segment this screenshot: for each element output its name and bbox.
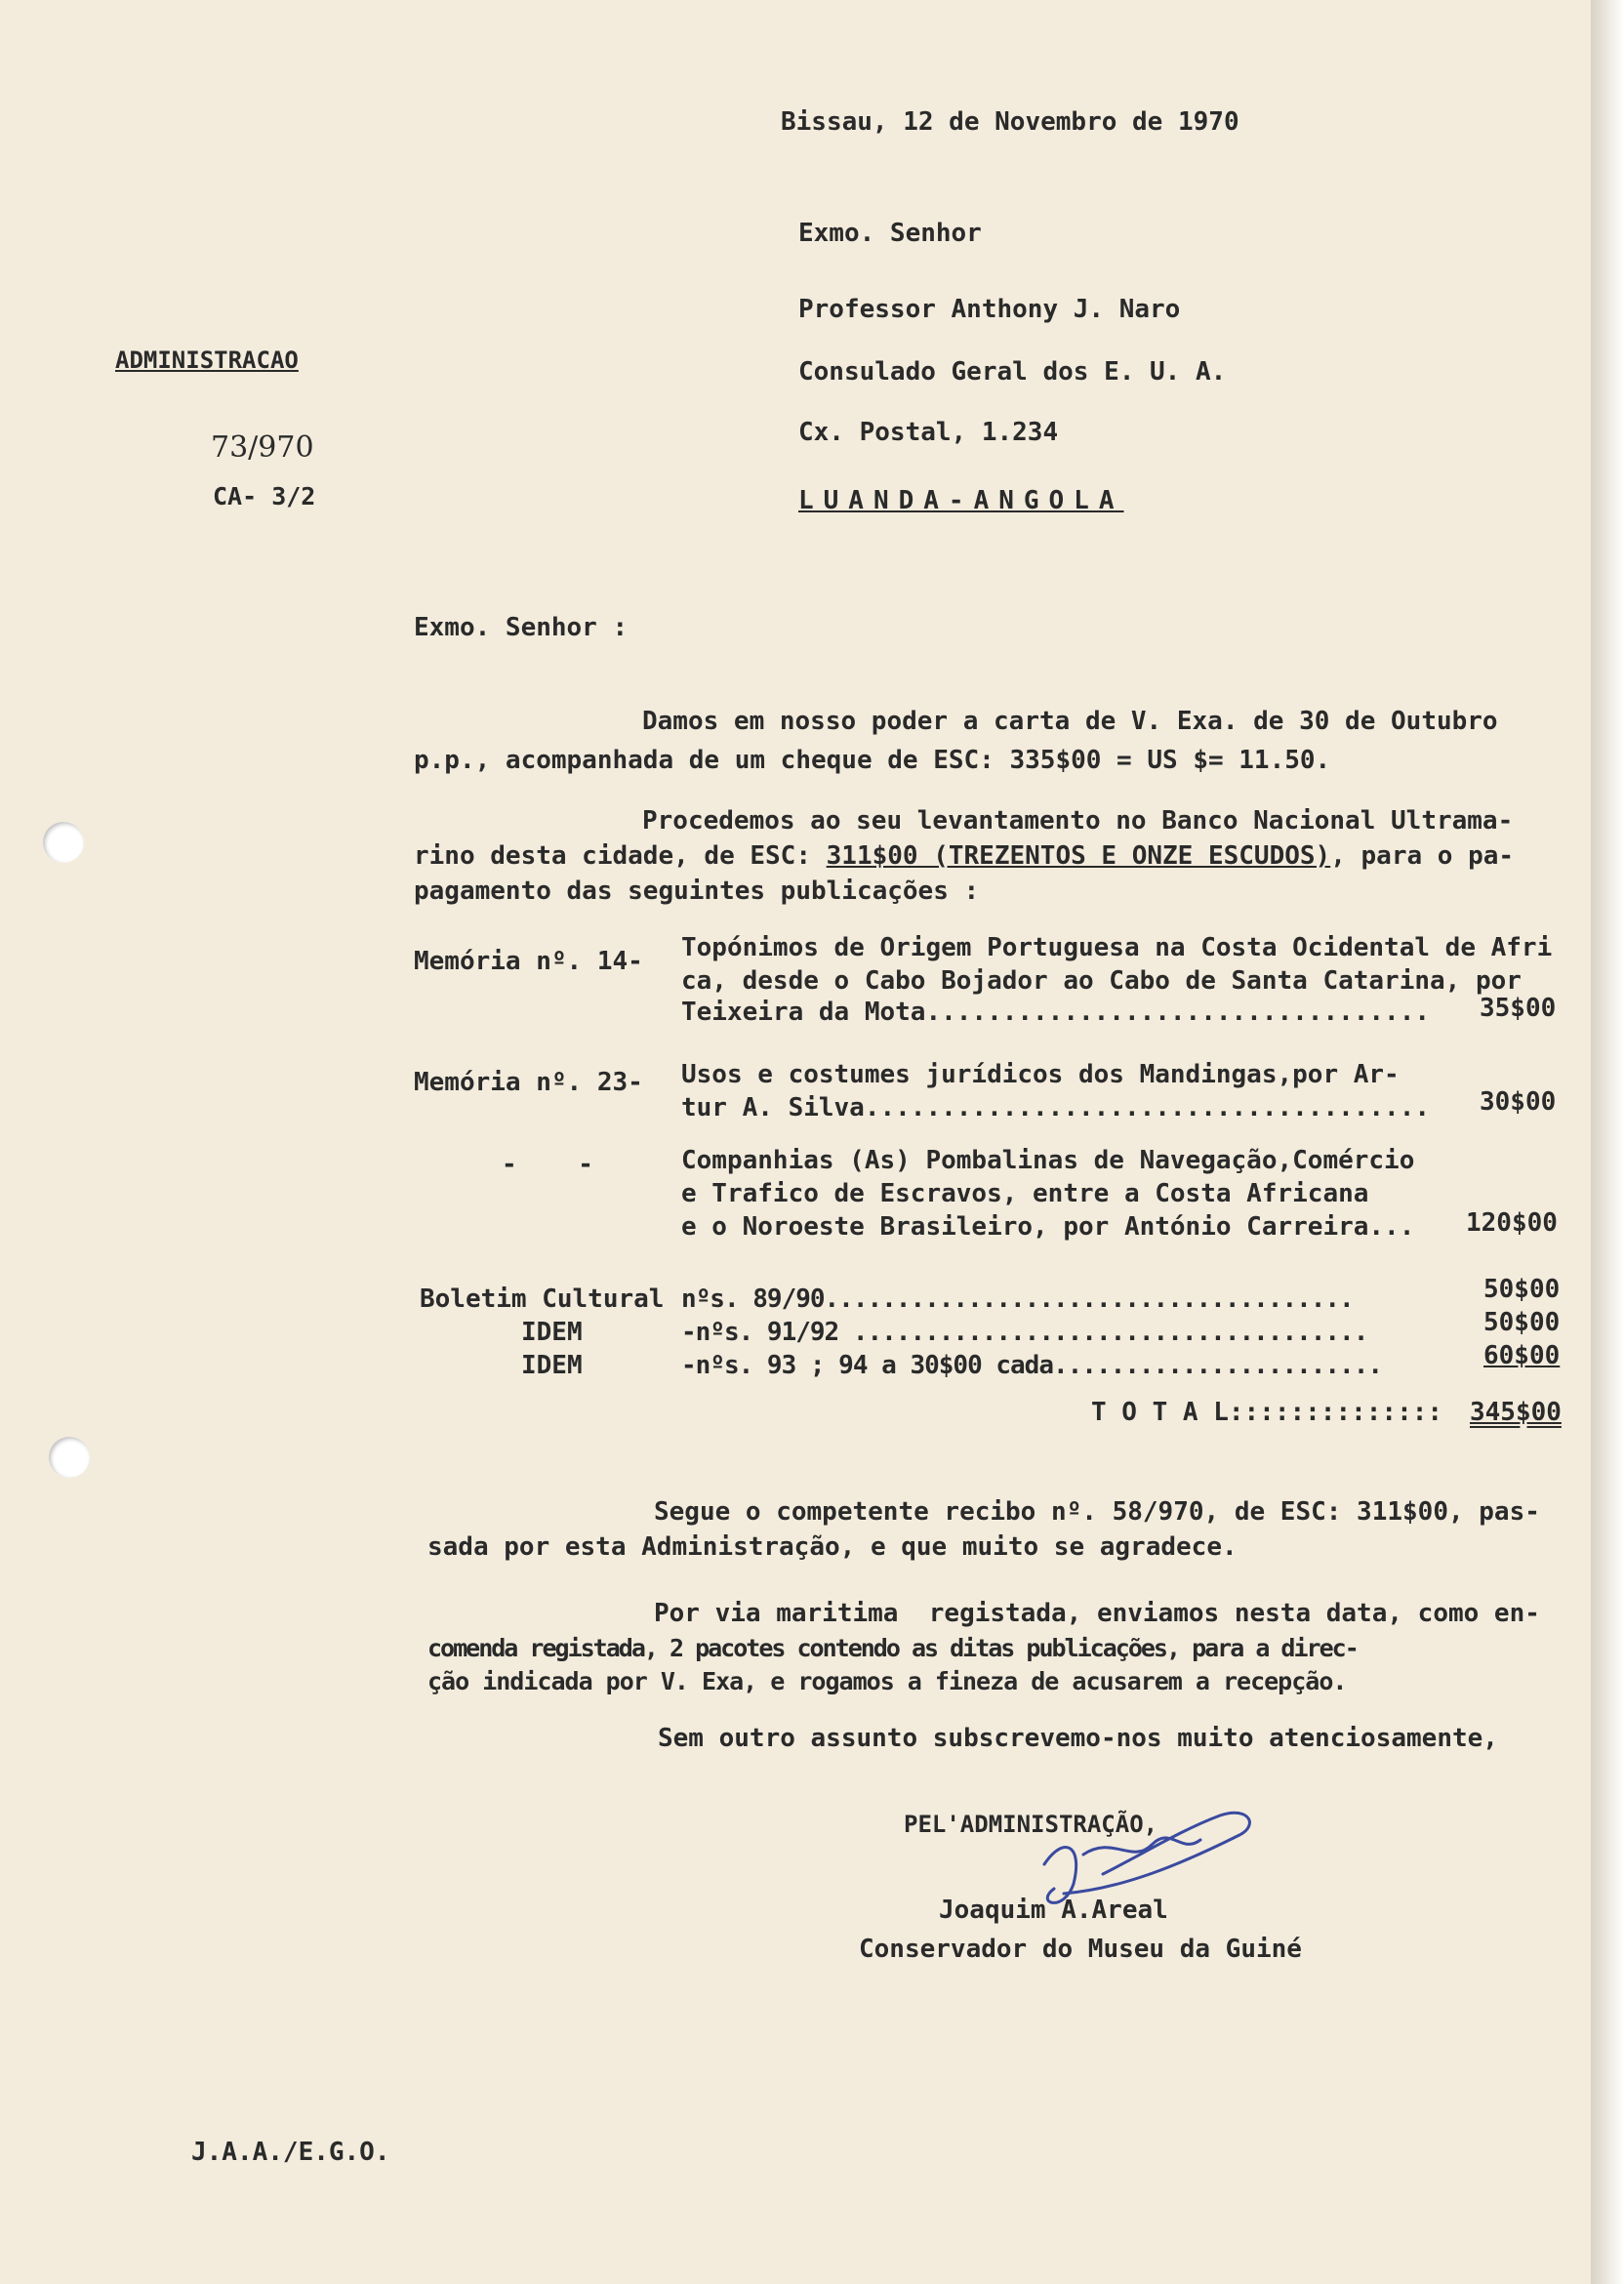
recipient-name: Professor Anthony J. Naro [798, 295, 1181, 324]
item-line: ca, desde o Cabo Bojador ao Cabo de Santa Catarina, por [681, 966, 1522, 996]
closing-3-line-1: Sem outro assunto subscrevemo-nos muito atenciosamente, [658, 1724, 1498, 1753]
signatory-title: Conservador do Museu da Guiné [859, 1935, 1302, 1964]
paragraph-1-line-1: Damos em nosso poder a carta de V. Exa. de 30 de Outubro [642, 707, 1498, 736]
item-label: Memória nº. 14- [414, 947, 643, 976]
closing-2-line-2: comenda registada, 2 pacotes contendo as ditas publicações, para a direc- [427, 1634, 1358, 1662]
item-amount: 35$00 [1480, 994, 1557, 1023]
paragraph-2-text: rino desta cidade, de ESC: [414, 841, 827, 871]
reference-code: CA- 3/2 [213, 482, 316, 510]
closing-2-line-1: Por via maritima registada, enviamos nesta data, como en- [654, 1599, 1540, 1628]
item-line: Teixeira da Mota................................. [681, 998, 1431, 1027]
signature-on-behalf: PEL'ADMINISTRAÇÃO, [904, 1811, 1158, 1838]
page-edge [1591, 0, 1624, 2284]
letter-date: Bissau, 12 de Novembro de 1970 [781, 107, 1239, 137]
item-amount: 30$00 [1480, 1087, 1557, 1117]
bulletin-amount: 50$00 [1483, 1275, 1561, 1304]
item-line: e Trafico de Escravos, entre a Costa Africana [681, 1179, 1369, 1208]
recipient-box: Cx. Postal, 1.234 [798, 418, 1059, 447]
bulletin-amount: 60$00 [1483, 1341, 1561, 1370]
punch-hole-bottom [49, 1437, 90, 1478]
address-salutation: Exmo. Senhor [798, 219, 982, 248]
total-amount: 345$00 [1470, 1398, 1562, 1427]
closing-1-line-2: sada por esta Administração, e que muito se agradece. [427, 1532, 1238, 1562]
signatory-name: Joaquim A.Areal [939, 1896, 1168, 1925]
item-amount: 120$00 [1466, 1208, 1558, 1238]
item-line: Topónimos de Origem Portuguesa na Costa Ocidental de Afri [681, 933, 1553, 962]
bulletin-amount: 50$00 [1483, 1308, 1561, 1337]
reference-number: 73/970 [211, 430, 314, 465]
item-label: - - [502, 1150, 593, 1179]
recipient-city: LUANDA-ANGOLA [798, 486, 1124, 515]
bulletin-desc: -nºs. 91/92 .................................... [681, 1318, 1368, 1347]
footer-initials: J.A.A./E.G.O. [191, 2138, 390, 2167]
paragraph-2-line-2 [414, 839, 1514, 873]
department-heading: ADMINISTRACAO [115, 347, 299, 374]
punch-hole-top [43, 822, 84, 863]
bulletin-label: IDEM [521, 1351, 583, 1380]
item-line: Usos e costumes jurídicos dos Mandingas,por Ar- [681, 1060, 1400, 1089]
paragraph-1-line-2: p.p., acompanhada de um cheque de ESC: 335$00 = US $= 11.50. [414, 746, 1331, 775]
item-line: tur A. Silva..................................... [681, 1093, 1431, 1122]
closing-2-line-3: ção indicada por V. Exa, e rogamos a fineza de acusarem a recepção. [427, 1667, 1347, 1695]
bulletin-label: Boletim Cultural [420, 1285, 665, 1314]
amount-in-words: 311$00 (TREZENTOS E ONZE ESCUDOS) [826, 841, 1331, 871]
total-label: T O T A L:::::::::::::: [1091, 1398, 1443, 1427]
closing-1-line-1: Segue o competente recibo nº. 58/970, de ESC: 311$00, pas- [654, 1497, 1540, 1527]
recipient-org: Consulado Geral dos E. U. A. [798, 357, 1227, 387]
bulletin-desc: nºs. 89/90..................................... [681, 1285, 1354, 1314]
bulletin-desc: -nºs. 93 ; 94 a 30$00 cada....................... [681, 1351, 1383, 1380]
item-line: e o Noroeste Brasileiro, por António Carreira... [681, 1212, 1415, 1242]
paragraph-2-text-end: , para o pa- [1330, 841, 1515, 871]
paragraph-2-line-3: pagamento das seguintes publicações : [414, 877, 980, 906]
greeting: Exmo. Senhor : [414, 613, 629, 642]
item-line: Companhias (As) Pombalinas de Navegação,Comércio [681, 1146, 1415, 1175]
bulletin-label: IDEM [521, 1318, 583, 1347]
paragraph-2-line-1: Procedemos ao seu levantamento no Banco Nacional Ultrama- [642, 806, 1514, 836]
item-label: Memória nº. 23- [414, 1068, 643, 1097]
